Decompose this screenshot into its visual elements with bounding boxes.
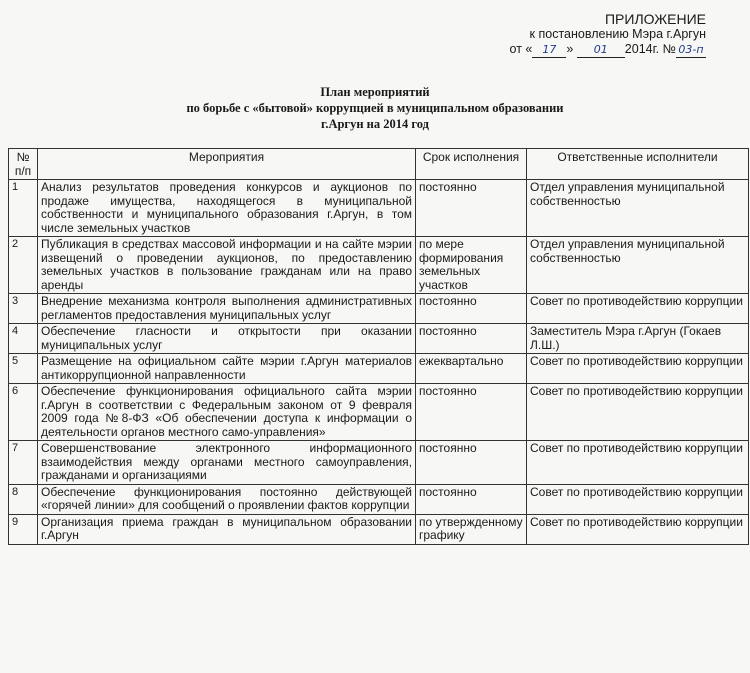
title-line-3: г.Аргун на 2014 год	[321, 117, 429, 131]
row-num: 1	[9, 180, 38, 237]
row-term: по мере формирования земельных участков	[416, 237, 527, 294]
appendix-number: 03-п	[676, 42, 706, 58]
row-term: постоянно	[416, 324, 527, 354]
row-num: 4	[9, 324, 38, 354]
header-num: № п/п	[9, 149, 38, 180]
appendix-header	[510, 12, 706, 58]
row-responsible: Совет по противодействию коррупции	[527, 514, 749, 544]
appendix-resolution: к постановлению Мэра г.Аргун	[529, 27, 706, 41]
row-activity: Обеспечение функционирования официального сайта мэрии г.Аргун в соответствии с Федеральным законом от 9 февраля 2009 года №8-ФЗ «Об обеспечении доступа к информации о деятельности органов местного само-управления»	[38, 384, 416, 441]
row-activity: Организация приема граждан в муниципальном образовании г.Аргун	[38, 514, 416, 544]
header-term: Срок исполнения	[416, 149, 527, 180]
plan-table	[8, 148, 749, 545]
row-responsible: Совет по противодействию коррупции	[527, 384, 749, 441]
table-row	[9, 237, 749, 294]
row-term: по утвержденному графику	[416, 514, 527, 544]
appendix-sep: »	[566, 42, 574, 56]
title-line-2: по борьбе с «бытовой» коррупцией в муниципальном образовании	[186, 101, 564, 115]
row-num: 3	[9, 294, 38, 324]
row-responsible: Отдел управления муниципальной собственностью	[527, 180, 749, 237]
appendix-date-line	[510, 42, 706, 58]
header-activity: Мероприятия	[38, 149, 416, 180]
row-activity: Обеспечение функционирования постоянно действующей «горячей линии» для сообщений о проявлении фактов коррупции	[38, 484, 416, 514]
appendix-month: 01	[577, 42, 625, 58]
row-responsible: Совет по противодействию коррупции	[527, 441, 749, 485]
appendix-from: от «	[509, 42, 533, 56]
row-term: постоянно	[416, 294, 527, 324]
row-responsible: Совет по противодействию коррупции	[527, 484, 749, 514]
row-num: 5	[9, 354, 38, 384]
table-row	[9, 514, 749, 544]
row-responsible: Совет по противодействию коррупции	[527, 354, 749, 384]
row-num: 8	[9, 484, 38, 514]
row-num: 6	[9, 384, 38, 441]
row-num: 2	[9, 237, 38, 294]
row-term: постоянно	[416, 180, 527, 237]
row-responsible: Совет по противодействию коррупции	[527, 294, 749, 324]
header-responsible: Ответственные исполнители	[527, 149, 749, 180]
row-term: постоянно	[416, 484, 527, 514]
appendix-day: 17	[532, 42, 566, 58]
row-activity: Совершенствование электронного информационного взаимодействия между органами местного самоуправления, гражданами и организациями	[38, 441, 416, 485]
table-row	[9, 484, 749, 514]
table-row	[9, 324, 749, 354]
row-term: ежеквартально	[416, 354, 527, 384]
appendix-title: ПРИЛОЖЕНИЕ	[604, 11, 706, 27]
row-term: постоянно	[416, 441, 527, 485]
row-responsible: Заместитель Мэра г.Аргун (Гокаев Л.Ш.)	[527, 324, 749, 354]
row-activity: Размещение на официальном сайте мэрии г.Аргун материалов антикоррупционной направленности	[38, 354, 416, 384]
document-title	[0, 84, 750, 132]
table-row	[9, 180, 749, 237]
table-header-row	[9, 149, 749, 180]
table-row	[9, 384, 749, 441]
row-activity: Публикация в средствах массовой информации и на сайте мэрии извещений о проведении аукционов, по предоставлению земельных участков в пользование гражданам или на право аренды	[38, 237, 416, 294]
row-num: 9	[9, 514, 38, 544]
row-responsible: Отдел управления муниципальной собственностью	[527, 237, 749, 294]
row-num: 7	[9, 441, 38, 485]
row-activity: Обеспечение гласности и открытости при оказании муниципальных услуг	[38, 324, 416, 354]
table-row	[9, 354, 749, 384]
row-term: постоянно	[416, 384, 527, 441]
table-row	[9, 441, 749, 485]
table-row	[9, 294, 749, 324]
row-activity: Анализ результатов проведения конкурсов и аукционов по продаже имущества, находящегося в муниципальной собственности и муниципального образования г.Аргун, в том числе земельных участков	[38, 180, 416, 237]
row-activity: Внедрение механизма контроля выполнения административных регламентов предоставления муниципальных услуг	[38, 294, 416, 324]
title-line-1: План мероприятий	[320, 85, 430, 99]
appendix-year: 2014г. №	[624, 42, 676, 56]
